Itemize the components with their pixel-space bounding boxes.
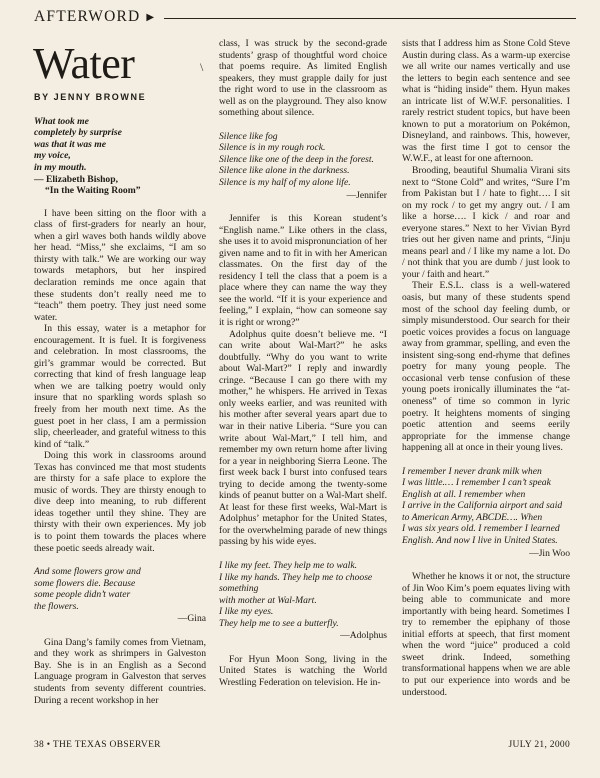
poem-line: some people didn’t water — [34, 589, 131, 601]
body-paragraph: class, I was struck by the second-grade students’ grasp of thoughtful word choice that poems require. As limited English speakers, they must grapple daily for just the right word to use in the classroom as well as on the playground. They also know something about silence. — [219, 38, 387, 119]
epigraph-source: “In the Waiting Room” — [45, 185, 141, 197]
body-paragraph: Gina Dang’s family comes from Vietnam, and they work as shrimpers in Galveston Bay. She is in an English as a Second Language program in Galveston that serves students from seventy different countries. During a recent workshop in her — [34, 636, 206, 706]
poem-line: I arrive in the California airport and said — [402, 500, 563, 512]
poem-line: I like my hands. They help me to choose — [219, 571, 373, 583]
body-paragraph: Jennifer is this Korean student’s “English name.” Like others in the class, she uses it to avoid mispronunciation of her given name and to fit in with her American classmates. On the first day of the residency I tell the class that a poem is a place where they can name the way they see the world. “If it is your experience and feeling,” I explain, “how can someone say it is right or wrong?” — [219, 213, 387, 329]
poem-line: Silence is my half of my alone life. — [219, 177, 351, 189]
poem-line: English. And now I live in United States. — [402, 534, 558, 546]
section-label: AFTERWORD — [34, 8, 141, 25]
poem-line: They help me to see a butterfly. — [219, 617, 339, 629]
footer-folio: 38 • THE TEXAS OBSERVER — [34, 740, 161, 750]
poem-line: I was little.… I remember I can’t speak — [402, 477, 551, 489]
poem-author: —Jin Woo — [529, 547, 570, 559]
poem-line: I was six years old. I remember I learned — [402, 523, 560, 535]
student-poem — [219, 131, 387, 189]
poem-line: some flowers die. Because — [34, 577, 136, 589]
poem-line: Silence like one of the deep in the forest. — [219, 153, 374, 165]
poem-line: English at all. I remember when — [402, 488, 526, 500]
student-poem — [34, 566, 206, 612]
body-paragraph: Their E.S.L. class is a well-watered oasis, but many of these students spend most of the school day feeling dumb, or simply misunderstood. Our search for their poetic voices provides a focus on language away from grammar, spelling, and even the insistent sing-song end-rhyme that defines poetry for many young people. The occasional verb tense confusion of these young poets ironically illuminates the “at-oneness” of time so common in lyric poetry. It heightens moments of singing poetic attention and seems eerily appropriate for the immense change happening all at once in their young lives. — [402, 280, 570, 454]
poem-author: —Jennifer — [346, 189, 387, 201]
article-byline: BY JENNY BROWNE — [34, 92, 147, 102]
epigraph-line: was that it was me — [34, 138, 106, 150]
body-paragraph: Adolphus quite doesn’t believe me. “I can write about Wal-Mart?” he asks doubtfully. “Why do you want to write about Wal-Mart?” I reply and inwardly cringe. “Because I can go there with my mother,” he whispers. He arrived in Texas only weeks earlier, and was reunited with his mother after several years apart due to war in their native Liberia. “Sure you can write about Wal-Mart,” I tell him, and remember my own return home after living for a year in neighboring Sierra Leone. The first week back I burst into confused tears trying to decide among the twenty-some kinds of peanut butter on a Wal-Mart shelf. At least for these first weeks, Wal-Mart is Adolphus’ metaphor for the United States, for the overwhelming parade of new things passing by his wide eyes. — [219, 328, 387, 548]
body-paragraph: I have been sitting on the floor with a class of first-graders for nearly an hour, when a girl waves both hands wildly above her head. “Miss,” she exclaims, “I am so thirsty with talk.” We are working our way towards metaphors, but her inspired declaration reminds me once again that these students don’t really need me to “teach” them poetry. They just need some water. — [34, 207, 206, 323]
poem-line: I like my feet. They help me to walk. — [219, 559, 357, 571]
epigraph-line: completely by surprise — [34, 127, 122, 139]
poem-line: And some flowers grow and — [34, 566, 141, 578]
poem-line: I like my eyes. — [219, 606, 274, 618]
stray-mark: \ — [200, 60, 204, 74]
section-header — [34, 6, 576, 28]
epigraph-line: in my mouth. — [34, 161, 87, 173]
poem-line: Silence is in my rough rock. — [219, 142, 326, 154]
page-footer — [34, 740, 570, 750]
article-title: Water — [33, 39, 135, 88]
header-rule — [164, 18, 576, 19]
epigraph — [34, 116, 206, 197]
poem-line: with mother at Wal-Mart. — [219, 594, 317, 606]
poem-author: —Adolphus — [340, 630, 387, 642]
poem-line: I remember I never drank milk when — [402, 465, 542, 477]
footer-date: JULY 21, 2000 — [508, 740, 570, 750]
body-paragraph: sists that I address him as Stone Cold Steve Austin during class. As a warm-up exercise we all write our names vertically and use the letters to begin each sentence and see what is “hiding inside” them. Hyun makes an intricate list of W.W.F. personalities. I rarely restrict student topics, but have been known to put a moratorium on Pokémon, Disneyland, and rainbows. This, however, was the first time I got to censor the W.W.F., at least for one afternoon. — [402, 38, 570, 165]
poem-author: —Gina — [177, 613, 206, 625]
epigraph-line: What took me — [34, 115, 89, 127]
column-1 — [34, 38, 206, 732]
column-3 — [402, 38, 570, 732]
body-paragraph: Brooding, beautiful Shumalia Virani sits next to “Stone Cold” and writes, “Sure I’m from Pakistan but I / hate to fight…. I sit on my rock / to get my angry out. / I am like a horse…. I kick / and roar and everyone stares.” Next to her Vivian Byrd tries out her given name and prints, “Jinju means pearl and / I like my name a lot. Do / not think that you are dumb / just look to your / faith and heart.” — [402, 165, 570, 280]
poem-line: Silence like fog — [219, 130, 278, 142]
poem-line: Silence like alone in the darkness. — [219, 165, 350, 177]
poem-line: to American Army, ABCDE…. When — [402, 511, 543, 523]
poem-line: something — [219, 583, 259, 595]
body-paragraph: In this essay, water is a metaphor for encouragement. It is fuel. It is forgiveness and celebration. In most classrooms, the girl’s grammar would be corrected. But correcting that kind of fresh language leap when we are talking poetry would only insure that no sparkling words splash so freely from her mouth next time. As the guest poet in her class, I am a permission slip, cheerleader, and grateful witness to this kind of “talk.” — [34, 323, 206, 450]
student-poem — [402, 466, 570, 547]
epigraph-line: my voice, — [34, 150, 71, 162]
body-paragraph: Whether he knows it or not, the structure of Jin Woo Kim’s poem equates living with being able to communicate and more importantly with being heard. Sometimes I try to remember the epiphany of those initial efforts at speech, that first moment when the word “juice” produced a cold sweet drink. Indeed, something transformational happens when we are able to put our experience into words and be understood. — [402, 571, 570, 698]
student-poem — [219, 560, 387, 629]
body-paragraph: For Hyun Moon Song, living in the United States is watching the World Wrestling Federation on television. He in- — [219, 653, 387, 688]
body-paragraph: Doing this work in classrooms around Texas has convinced me that most students are thirsty for a safe place to explore the music of words. They are thirsty enough to dive deep into meaning, to rub different ideas together until they shine. They are thirsty with their own experiences. My job is to point them towards the places where these poetic seeds already wait. — [34, 450, 206, 554]
poem-line: the flowers. — [34, 600, 79, 612]
epigraph-attribution: — Elizabeth Bishop, — [34, 173, 118, 185]
column-2 — [219, 38, 387, 732]
triangle-right-icon: ▶ — [146, 11, 155, 23]
